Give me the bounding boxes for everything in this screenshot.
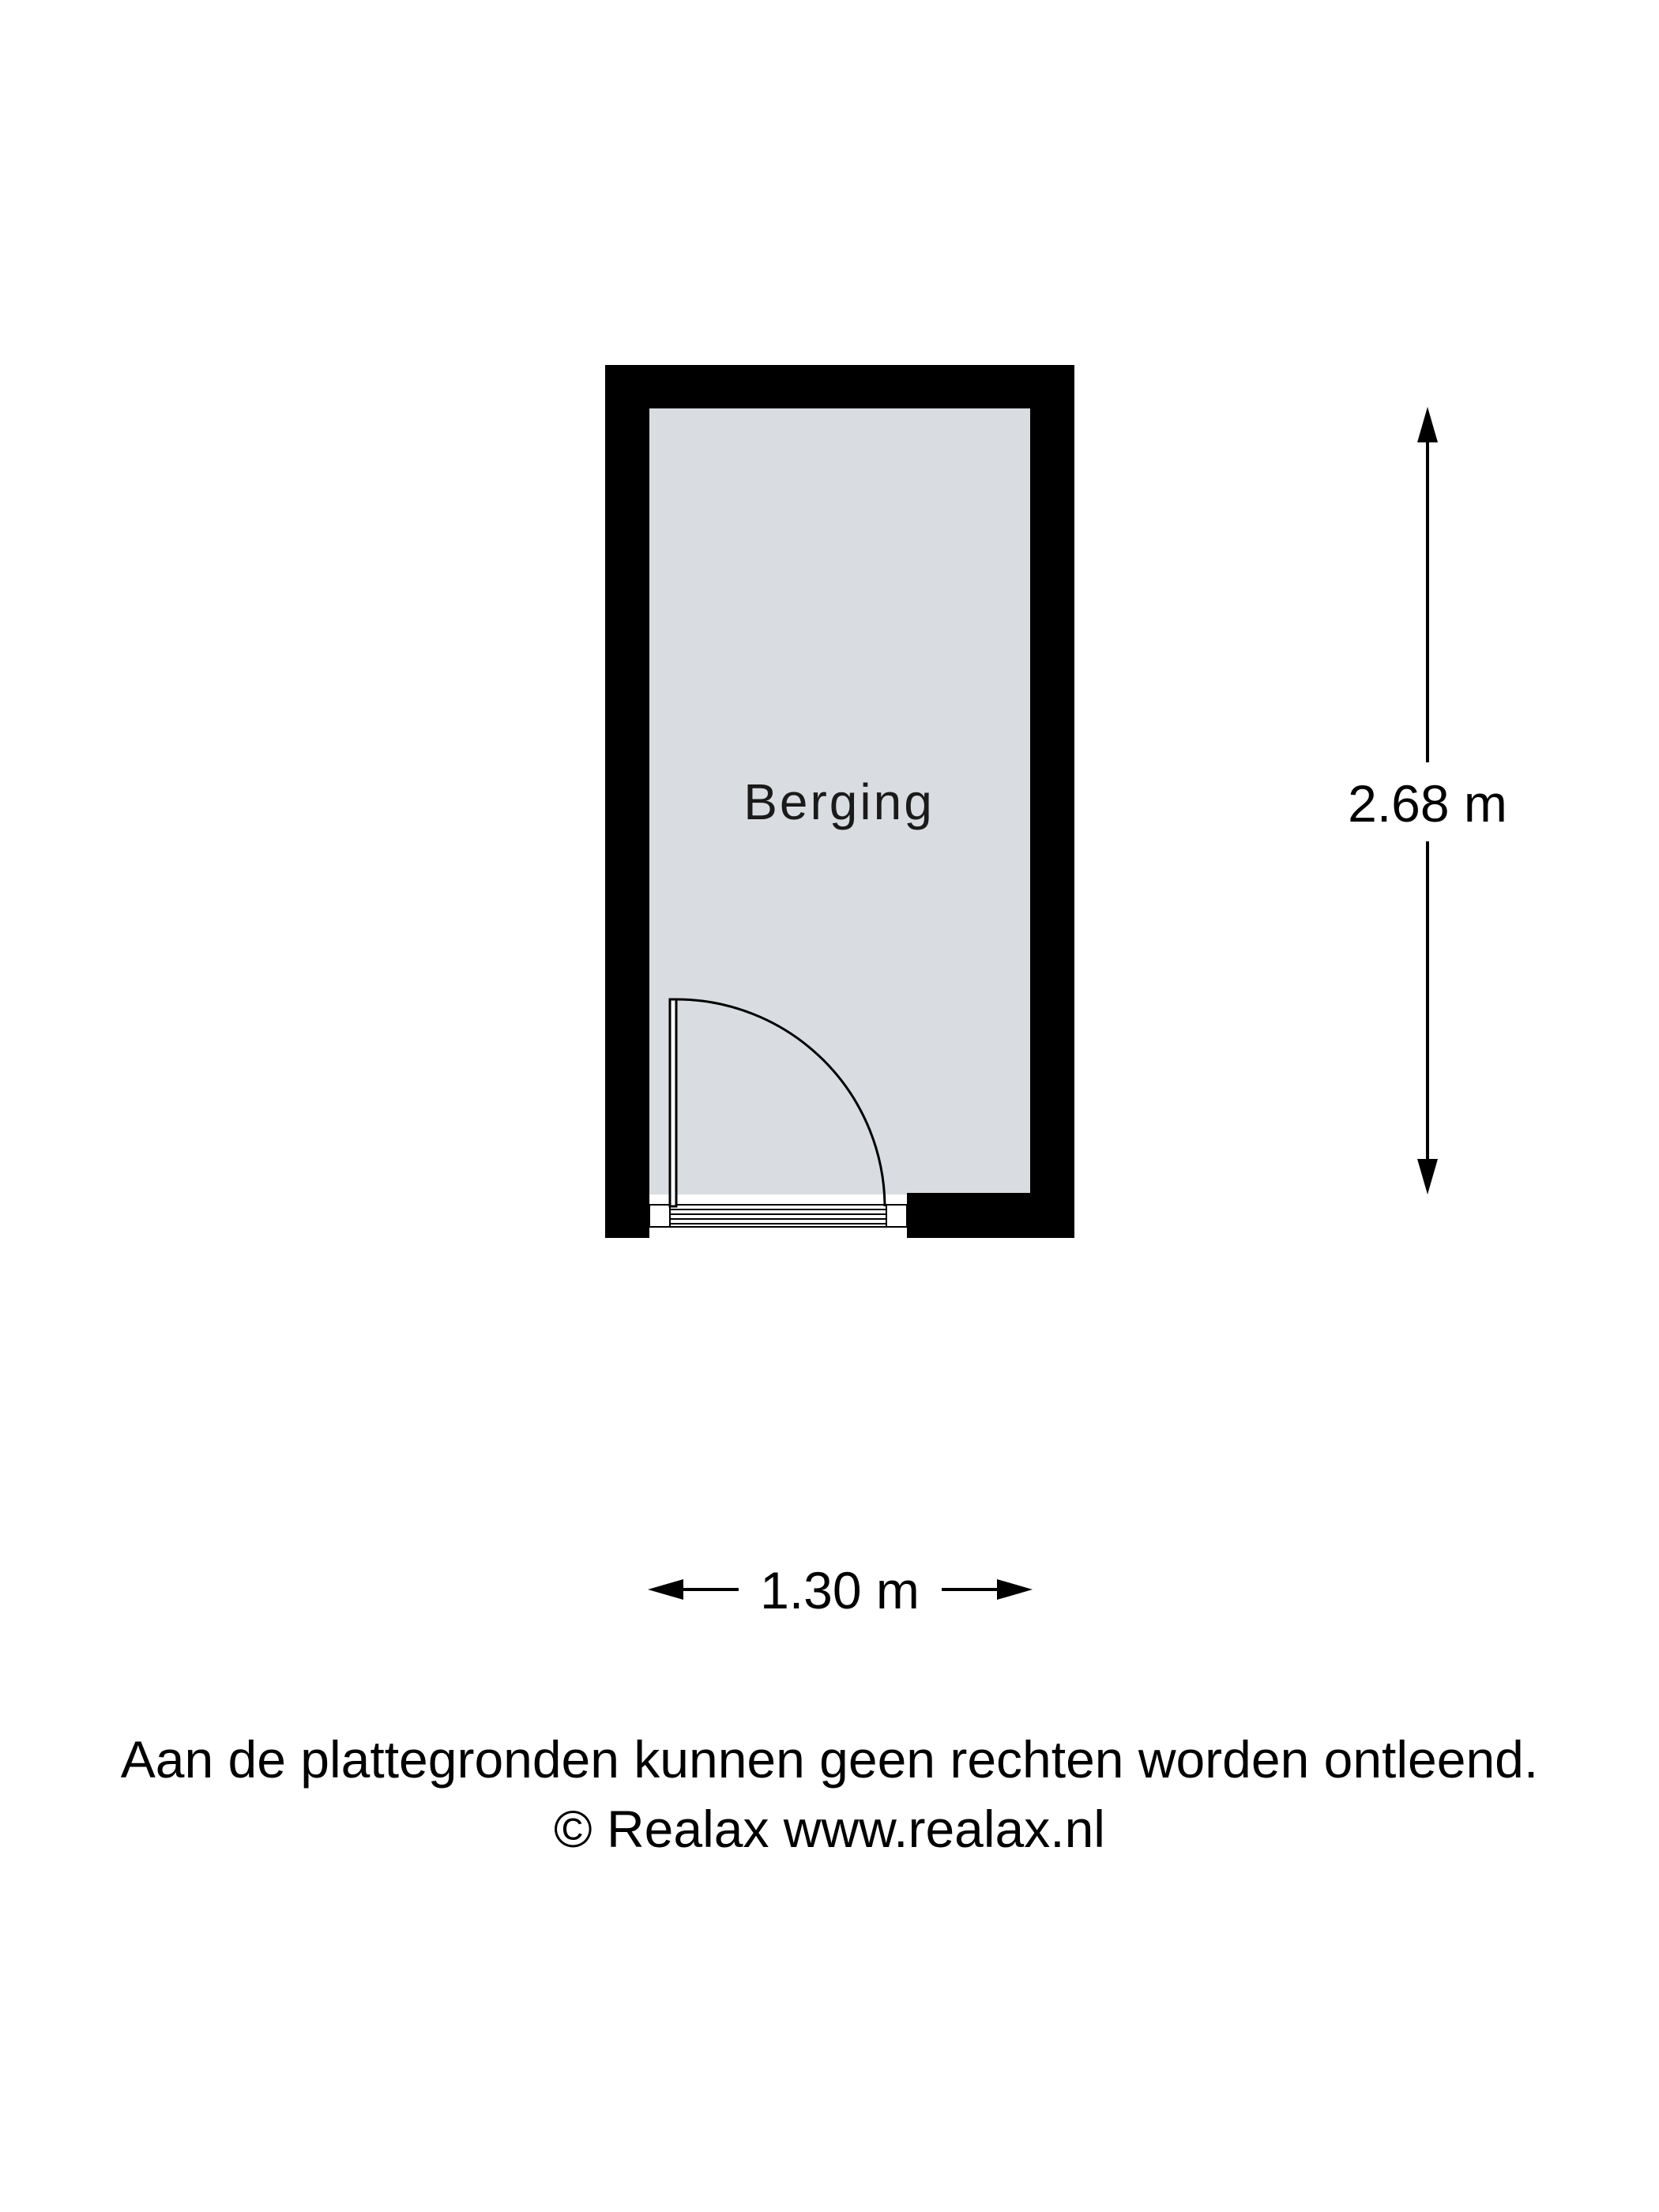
door-leaf: [670, 999, 676, 1206]
disclaimer-text: Aan de plattegronden kunnen geen rechten worden ontleend.: [120, 1730, 1539, 1789]
arrow-left-icon: [648, 1579, 683, 1600]
height-dimension-label: 2.68 m: [1348, 774, 1507, 833]
wall-right: [1030, 365, 1074, 1238]
wall-bottom-right: [907, 1193, 1074, 1238]
width-dimension-label: 1.30 m: [760, 1561, 920, 1620]
room-name-label: Berging: [743, 773, 935, 830]
width-dimension: [648, 1561, 1033, 1620]
arrow-right-icon: [997, 1579, 1033, 1600]
height-dimension: [1348, 407, 1507, 1194]
arrow-down-icon: [1417, 1159, 1438, 1194]
wall-left: [605, 365, 649, 1238]
wall-top: [605, 365, 1074, 408]
door-threshold: [649, 1205, 907, 1227]
arrow-up-icon: [1417, 407, 1438, 442]
copyright-text: © Realax www.realax.nl: [554, 1800, 1105, 1858]
